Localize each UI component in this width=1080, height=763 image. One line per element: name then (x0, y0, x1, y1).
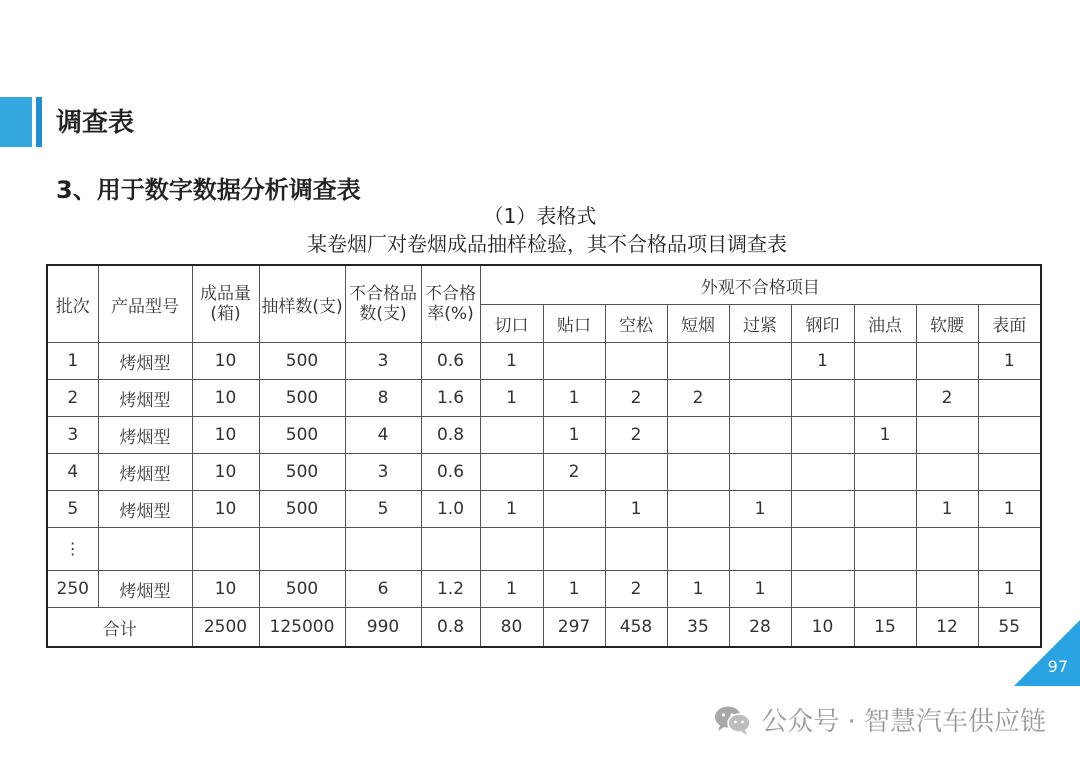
cell-item: 1 (978, 491, 1041, 528)
cell-sample: 500 (259, 417, 345, 454)
cell-empty (345, 528, 421, 571)
cell-empty (480, 528, 543, 571)
cell-item (605, 454, 667, 491)
header-boxes: 成品量(箱) (192, 265, 259, 343)
cell-total-label: 合计 (47, 608, 192, 648)
cell-item (729, 380, 791, 417)
table-subcaption: 某卷烟厂对卷烟成品抽样检验，其不合格品项目调查表 (307, 232, 787, 256)
header-item: 空松 (605, 305, 667, 343)
header-appearance-group: 外观不合格项目 (480, 265, 1041, 305)
cell-ellipsis (47, 528, 98, 571)
watermark-text: 公众号 · 智慧汽车供应链 (761, 707, 1046, 737)
cell-item (605, 343, 667, 380)
cell-model: 烤烟型 (98, 380, 192, 417)
header-accent-bar-dark (36, 97, 42, 147)
cell-boxes: 10 (192, 454, 259, 491)
cell-model: 烤烟型 (98, 571, 192, 608)
cell-item (729, 343, 791, 380)
cell-item (854, 343, 916, 380)
cell-empty (916, 528, 978, 571)
table-row (47, 571, 1041, 608)
cell-empty (421, 528, 480, 571)
cell-model: 烤烟型 (98, 417, 192, 454)
cell-empty (854, 528, 916, 571)
vertical-ellipsis: ⋮ (64, 539, 81, 558)
table-row (47, 417, 1041, 454)
cell-batch: 2 (47, 380, 98, 417)
cell-sample: 500 (259, 491, 345, 528)
cell-defects: 6 (345, 571, 421, 608)
cell-item (791, 454, 854, 491)
watermark (713, 701, 1046, 738)
cell-item (978, 454, 1041, 491)
cell-item: 1 (978, 571, 1041, 608)
cell-rate: 1.2 (421, 571, 480, 608)
cell-item (543, 491, 605, 528)
cell-empty (667, 528, 729, 571)
cell-item (854, 571, 916, 608)
cell-item: 1 (480, 343, 543, 380)
header-item: 油点 (854, 305, 916, 343)
table-row-ellipsis (47, 528, 1041, 571)
cell-item: 1 (729, 571, 791, 608)
cell-boxes: 10 (192, 343, 259, 380)
cell-total-item: 55 (978, 608, 1041, 648)
cell-item (667, 491, 729, 528)
cell-defects: 3 (345, 454, 421, 491)
cell-item (916, 571, 978, 608)
cell-item (791, 491, 854, 528)
header-item: 切口 (480, 305, 543, 343)
page-title: 调查表 (56, 108, 135, 138)
cell-item: 1 (543, 571, 605, 608)
cell-empty (791, 528, 854, 571)
cell-empty (729, 528, 791, 571)
cell-model: 烤烟型 (98, 454, 192, 491)
cell-total-item: 28 (729, 608, 791, 648)
cell-total-defects: 990 (345, 608, 421, 648)
cell-item: 2 (605, 571, 667, 608)
cell-rate: 0.6 (421, 343, 480, 380)
cell-boxes: 10 (192, 571, 259, 608)
header-batch: 批次 (47, 265, 98, 343)
cell-sample: 500 (259, 343, 345, 380)
cell-item: 1 (854, 417, 916, 454)
cell-rate: 1.6 (421, 380, 480, 417)
cell-batch: 4 (47, 454, 98, 491)
header-rate: 不合格率(%) (421, 265, 480, 343)
cell-item (729, 454, 791, 491)
cell-total-item: 458 (605, 608, 667, 648)
corner-triangle (1014, 620, 1080, 686)
cell-item (916, 343, 978, 380)
cell-empty (98, 528, 192, 571)
cell-rate: 0.6 (421, 454, 480, 491)
table-header-row (47, 265, 1041, 305)
cell-sample: 500 (259, 380, 345, 417)
cell-defects: 4 (345, 417, 421, 454)
header-item: 软腰 (916, 305, 978, 343)
cell-item: 1 (543, 417, 605, 454)
cell-item (854, 454, 916, 491)
cell-item (791, 380, 854, 417)
cell-total-sample: 125000 (259, 608, 345, 648)
header-item: 贴口 (543, 305, 605, 343)
cell-item: 1 (480, 491, 543, 528)
cell-item: 1 (667, 571, 729, 608)
cell-item (480, 454, 543, 491)
cell-rate: 1.0 (421, 491, 480, 528)
table-row (47, 343, 1041, 380)
cell-empty (605, 528, 667, 571)
cell-total-boxes: 2500 (192, 608, 259, 648)
cell-rate: 0.8 (421, 417, 480, 454)
cell-empty (192, 528, 259, 571)
cell-item: 2 (916, 380, 978, 417)
cell-item (791, 571, 854, 608)
cell-total-item: 297 (543, 608, 605, 648)
cell-total-item: 15 (854, 608, 916, 648)
cell-item: 2 (605, 380, 667, 417)
cell-item: 1 (729, 491, 791, 528)
cell-item (667, 343, 729, 380)
cell-batch: 5 (47, 491, 98, 528)
cell-batch: 1 (47, 343, 98, 380)
cell-item: 1 (543, 380, 605, 417)
cell-item: 2 (667, 380, 729, 417)
cell-total-item: 12 (916, 608, 978, 648)
cell-item: 1 (605, 491, 667, 528)
cell-item: 1 (916, 491, 978, 528)
cell-boxes: 10 (192, 491, 259, 528)
table-row (47, 454, 1041, 491)
cell-item (543, 343, 605, 380)
header-defects: 不合格品数(支) (345, 265, 421, 343)
cell-item (667, 417, 729, 454)
cell-item (978, 417, 1041, 454)
header-item: 表面 (978, 305, 1041, 343)
cell-item (791, 417, 854, 454)
cell-defects: 3 (345, 343, 421, 380)
cell-total-item: 35 (667, 608, 729, 648)
cell-empty (543, 528, 605, 571)
cell-total-item: 10 (791, 608, 854, 648)
cell-boxes: 10 (192, 380, 259, 417)
cell-sample: 500 (259, 454, 345, 491)
cell-item: 2 (543, 454, 605, 491)
cell-defects: 5 (345, 491, 421, 528)
header-model: 产品型号 (98, 265, 192, 343)
section-title: 3、用于数字数据分析调查表 (56, 176, 361, 204)
cell-item: 1 (480, 380, 543, 417)
cell-item (916, 417, 978, 454)
cell-defects: 8 (345, 380, 421, 417)
header-item: 钢印 (791, 305, 854, 343)
cell-item (667, 454, 729, 491)
header-item: 短烟 (667, 305, 729, 343)
page-number: 97 (1047, 657, 1068, 676)
table-row-total (47, 608, 1041, 648)
cell-empty (978, 528, 1041, 571)
cell-total-item: 80 (480, 608, 543, 648)
cell-item (854, 491, 916, 528)
cell-item: 1 (480, 571, 543, 608)
header-item: 过紧 (729, 305, 791, 343)
cell-batch: 3 (47, 417, 98, 454)
cell-item (916, 454, 978, 491)
cell-empty (259, 528, 345, 571)
cell-item: 1 (791, 343, 854, 380)
defect-survey-table (46, 264, 1042, 648)
cell-batch: 250 (47, 571, 98, 608)
cell-model: 烤烟型 (98, 491, 192, 528)
header-sample: 抽样数(支) (259, 265, 345, 343)
cell-boxes: 10 (192, 417, 259, 454)
cell-item (854, 380, 916, 417)
cell-item: 2 (605, 417, 667, 454)
cell-item (978, 380, 1041, 417)
cell-item (729, 417, 791, 454)
table-row (47, 491, 1041, 528)
cell-item: 1 (978, 343, 1041, 380)
header-accent-bar (0, 97, 32, 147)
table-caption: （1）表格式 (483, 204, 597, 228)
cell-sample: 500 (259, 571, 345, 608)
cell-item (480, 417, 543, 454)
table-row (47, 380, 1041, 417)
wechat-icon (713, 704, 753, 736)
cell-model: 烤烟型 (98, 343, 192, 380)
cell-total-rate: 0.8 (421, 608, 480, 648)
